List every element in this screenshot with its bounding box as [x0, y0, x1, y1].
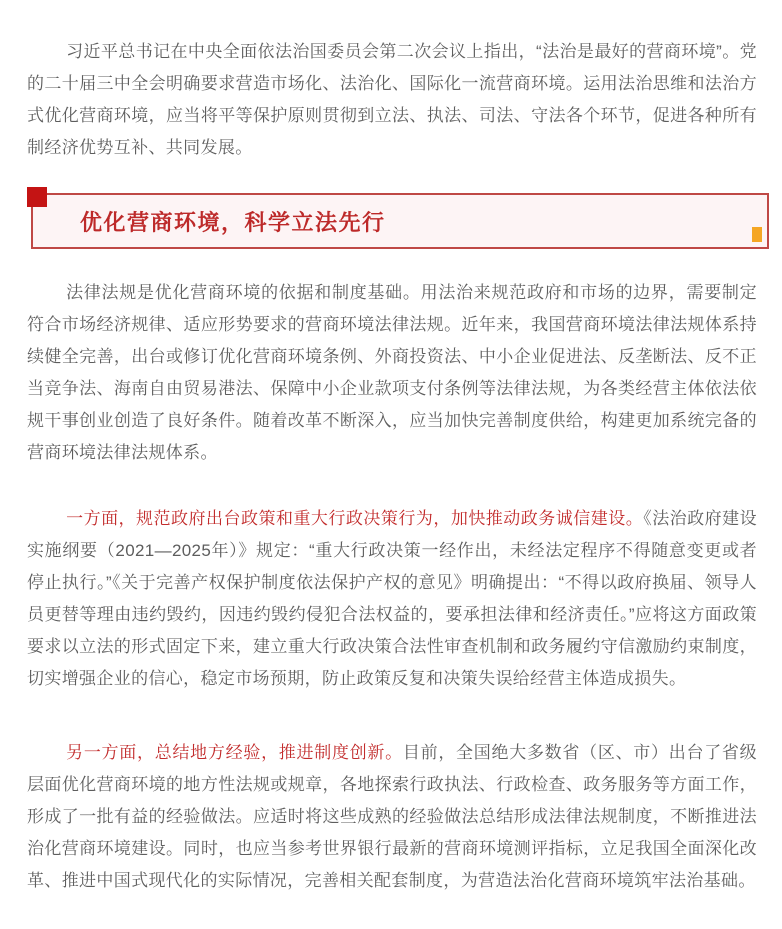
paragraph-lead-emphasis: 一方面，规范政府出台政策和重大行政决策行为，加快推动政务诚信建设。	[66, 509, 644, 528]
intro-paragraph: 习近平总书记在中央全面依法治国委员会第二次会议上指出，“法治是最好的营商环境”。党的二十届三中全会明确要求营造市场化、法治化、国际化一流营商环境。运用法治思维和法治方式优化营商环境，应当将平等保护原则贯彻到立法、执法、司法、守法各个环节，促进各种所有制经济优势互补、共同发展。	[27, 42, 757, 157]
yellow-square-decoration	[752, 227, 762, 242]
paragraph-text: 《法治政府建设实施纲要（2021—2025年）》规定：“重大行政决策一经作出，未经法定程序不得随意变更或者停止执行。”《关于完善产权保护制度依法保护产权的意见》明确提出：“不得以政府换届、领导人员更替等理由违约毁约，因违约毁约侵犯合法权益的，要承担法律和经济责任。”应将这方面政策要求以立法的形式固定下来，建立重大行政决策合法性审查机制和政务履约守信激励约束制度，切实增强企业的信心，稳定市场预期，防止政策反复和决策失误给经营主体造成损失。	[27, 509, 757, 688]
paragraph-text: 法律法规是优化营商环境的依据和制度基础。用法治来规范政府和市场的边界，需要制定符合市场经济规律、适应形势要求的营商环境法律法规。近年来，我国营商环境法律法规体系持续健全完善，出台或修订优化营商环境条例、外商投资法、中小企业促进法、反垄断法、反不正当竞争法、海南自由贸易港法、保障中小企业款项支付条例等法律法规，为各类经营主体依法依规干事创业创造了良好条件。随着改革不断深入，应当加快完善制度供给，构建更加系统完备的营商环境法律法规体系。	[27, 283, 757, 462]
section-title: 优化营商环境，科学立法先行	[80, 209, 386, 235]
body-paragraph-1	[27, 277, 757, 469]
paragraph-lead-emphasis: 另一方面，总结地方经验，推进制度创新。	[66, 743, 403, 762]
body-paragraph-3	[27, 737, 757, 897]
section-header	[31, 193, 769, 249]
red-square-decoration	[27, 187, 47, 207]
paragraph-text: 目前，全国绝大多数省（区、市）出台了省级层面优化营商环境的地方性法规或规章，各地探索行政执法、行政检查、政务服务等方面工作，形成了一批有益的经验做法。应适时将这些成熟的经验做法总结形成法律法规制度，不断推进法治化营商环境建设。同时，也应当参考世界银行最新的营商环境测评指标，立足我国全面深化改革、推进中国式现代化的实际情况，完善相关配套制度，为营造法治化营商环境筑牢法治基础。	[27, 743, 757, 890]
body-paragraph-2	[27, 503, 757, 695]
